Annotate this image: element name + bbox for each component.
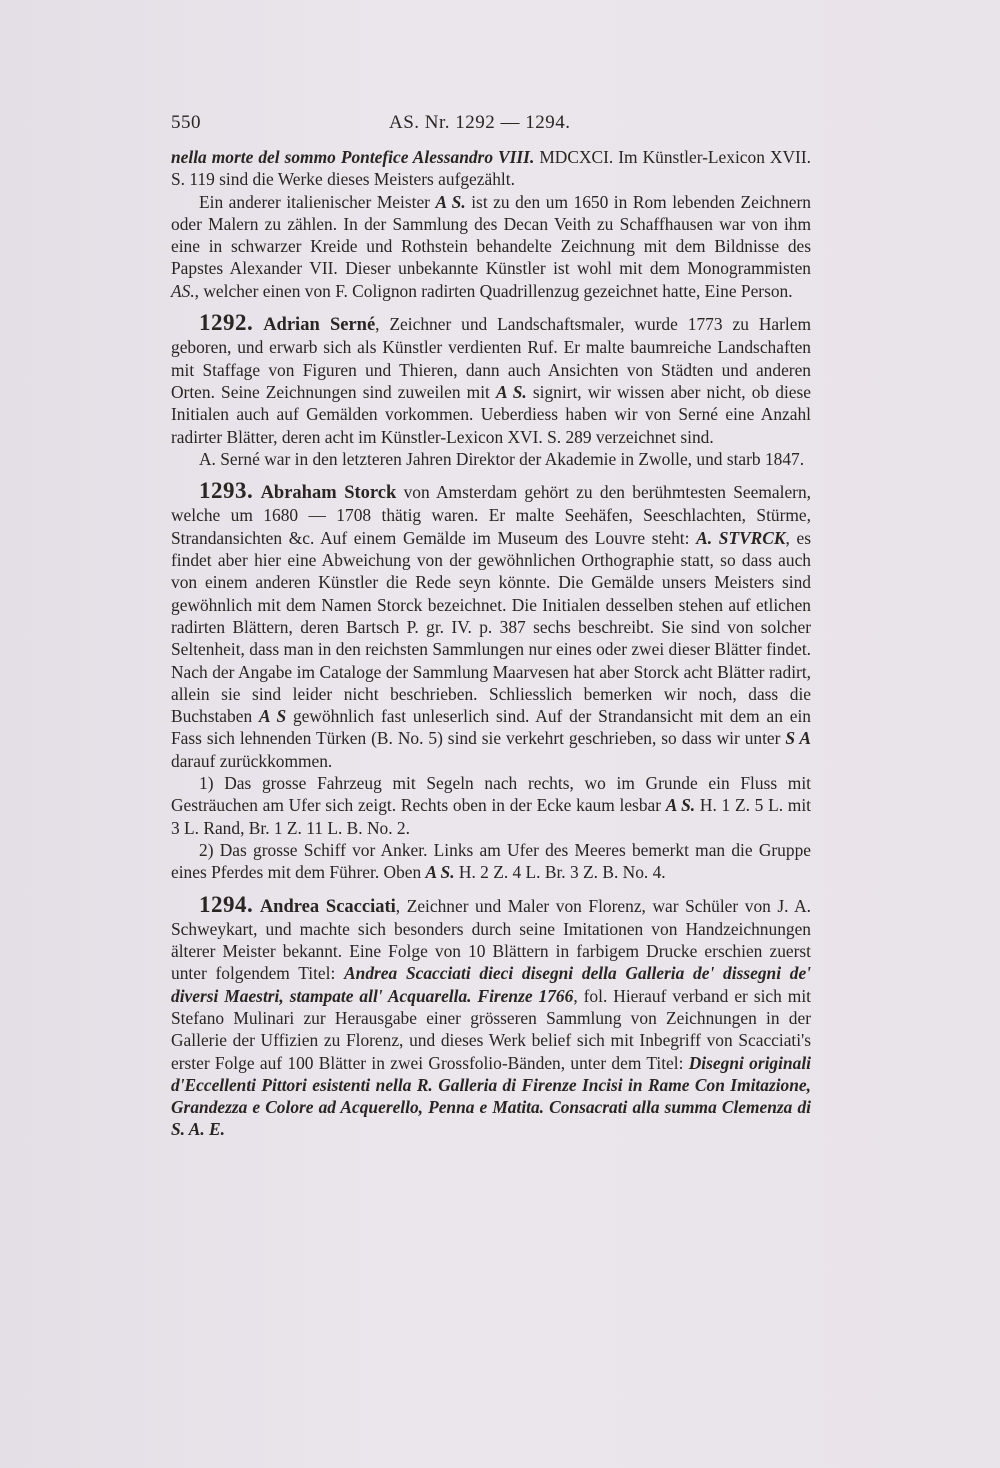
entry-1293-monogram-inline: A S xyxy=(258,706,287,727)
entry-number-1294: 1294. xyxy=(199,891,254,917)
item-1-text-a: 1) Das grosse Fahrzeug mit Segeln nach rechts, wo im Grunde ein Fluss mit Gesträuchen am Ufer sich zeigt. Rechts oben in der Ecke kaum lesbar xyxy=(171,773,811,816)
item-2-text-b: H. 2 Z. 4 L. Br. 3 Z. B. No. 4. xyxy=(454,862,666,883)
entry-number-1292: 1292. xyxy=(199,310,254,336)
entry-number-1293: 1293. xyxy=(199,478,254,504)
intro-p2-text-c: , welcher einen von F. Colignon radirten Quadrillenzug gezeichnet hatte, Eine Person. xyxy=(194,280,793,301)
entry-1293-text-b: , es findet aber hier eine Abweichung von der gewöhnlichen Orthographie statt, so dass auch von einem anderen Künstler die Rede seyn könnte. Die Gemälde unsers Meisters sind gewöhnlich mit dem Namen Storck bezeichnet. Die Initialen desselben stehen auf etlichen radirten Blättern, deren Bartsch P. gr. IV. p. 387 sechs beschreibt. Sie sind von solcher Seltenheit, dass man in den reichsten Sammlungen nur eines oder zwei dieser Blätter findet. Nach der Angabe im Cataloge der Sammlung Maarvesen hat aber Storck acht Blätter radirt, allein sie sind leider nicht beschrieben. Schliesslich bemerken wir noch, dass die Buchstaben xyxy=(171,527,811,727)
intro-p1-text: MDCXCI. Im Künstler-Lexicon XVII. S. 119 sind die Werke dieses Meisters aufgezählt. xyxy=(171,147,811,190)
intro-paragraph-2 xyxy=(171,191,811,302)
scacciati-title-1: Andrea Scacciati dieci disegni della Galleria de' dissegni de' diversi Maestri, stampate all' Acquarella. Firenze 1766 xyxy=(171,963,812,1006)
entry-1293-item-2 xyxy=(171,839,811,884)
running-title: AS. Nr. 1292 — 1294. xyxy=(389,112,571,133)
entry-1292-text-b: signirt, wir wissen aber nicht, ob diese Initialen auch auf Gemälden vorkommen. Ueberdiess haben wir von Serné eine Anzahl radirter Blätter, deren acht im Künstler-Lexicon XVI. S. 289 verzeichnet sind. xyxy=(171,381,811,447)
entry-1293-text-d: darauf zurückkommen. xyxy=(171,750,333,771)
intro-p2-text-b: ist zu den um 1650 in Rom lebenden Zeichnern oder Malern zu zählen. In der Sammlung des Decan Veith zu Schaffhausen war von ihm eine in schwarzer Kreide und Rothstein behandelte Zeichnung mit dem Bildnisse des Papstes Alexander VII. Dieser unbekannte Künstler ist wohl mit dem Monogrammisten xyxy=(171,191,811,279)
artist-name-scacciati: Andrea Scacciati xyxy=(259,896,396,917)
entry-1293-monogram-reversed: S A xyxy=(785,728,811,749)
item-2-text-a: 2) Das grosse Schiff vor Anker. Links am Ufer des Meeres bemerkt man die Gruppe eines Pferdes mit dem Führer. Oben xyxy=(171,839,811,883)
artist-name-serne: Adrian Serné xyxy=(263,315,376,336)
entry-1292-text-a: , Zeichner und Landschaftsmaler, wurde 1773 zu Harlem geboren, und erwarb sich als Künstler verdienten Ruf. Er malte baumreiche Landschaften mit Staffage von Figuren und Thieren, dann auch Ansichten von Städten und anderen Orten. Seine Zeichnungen sind zuweilen mit xyxy=(171,314,811,402)
intro-monogram: A S. xyxy=(435,191,466,212)
scacciati-title-2: Disegni originali d'Eccellenti Pittori esistenti nella R. Galleria di Firenze Incisi in Rame Con Imitazione, Grandezza e Colore ad Acquerello, Penna e Matita. Consacrati alla summa Clemenza di S. A. E. xyxy=(171,1052,811,1140)
entry-1293-item-1 xyxy=(171,772,811,839)
item-1-monogram: A S. xyxy=(665,795,696,816)
intro-monogram-2: AS. xyxy=(171,280,195,301)
intro-p2-text-a: Ein anderer italienischer Meister xyxy=(199,191,436,212)
entry-1293 xyxy=(171,480,811,772)
entry-1294 xyxy=(171,891,812,1141)
entry-1293-text-c: gewöhnlich fast unleserlich sind. Auf der Strandansicht mit dem an ein Fass sich lehnenden Türken (B. No. 5) sind sie verkehrt geschrieben, so dass wir unter xyxy=(171,706,811,749)
entry-1292-paragraph-2: A. Serné war in den letzteren Jahren Direktor der Akademie in Zwolle, und starb 1847. xyxy=(199,448,805,469)
entry-1293-text-a: von Amsterdam gehört zu den berühmtesten Seemalern, welche um 1680 — 1708 thätig waren. Er malte Seehäfen, Seeschlachten, Stürme, Strandansichten &c. Auf einem Gemälde im Museum des Louvre steht: xyxy=(171,482,812,548)
entry-1292 xyxy=(171,312,811,448)
intro-italic-title: nella morte del sommo Pontefice Alessandro VIII. xyxy=(171,147,535,167)
artist-name-storck: Abraham Storck xyxy=(260,483,397,504)
item-1-text-b: H. 1 Z. 5 L. mit 3 L. Rand, Br. 1 Z. 11 L. B. No. 2. xyxy=(171,795,812,838)
body-text xyxy=(171,146,811,1141)
louvre-signature: A. STVRCK xyxy=(696,527,786,548)
intro-paragraph-1 xyxy=(171,146,811,191)
page-number: 550 xyxy=(171,112,201,133)
entry-1294-text-b: , fol. Hierauf verband er sich mit Stefano Mulinari zur Herausgabe einer grösseren Sammlung von Zeichnungen in der Gallerie der Uffizien zu Florenz, und dieses Werk belief sich mit Inbegriff von Scacciati's erster Folge auf 100 Blätter in zwei Grossfolio-Bänden, unter dem Titel: xyxy=(171,985,811,1073)
entry-1292-monogram-inline: A S. xyxy=(495,381,527,402)
entry-1294-text-a: , Zeichner und Maler von Florenz, war Schüler von J. A. Schweykart, und machte sich besonders durch seine Imitationen von Handzeichnungen älterer Meister bekannt. Eine Folge von 10 Blättern in farbigem Drucke erschien zuerst unter folgendem Titel: xyxy=(171,895,812,984)
item-2-monogram: A S. xyxy=(425,862,455,883)
